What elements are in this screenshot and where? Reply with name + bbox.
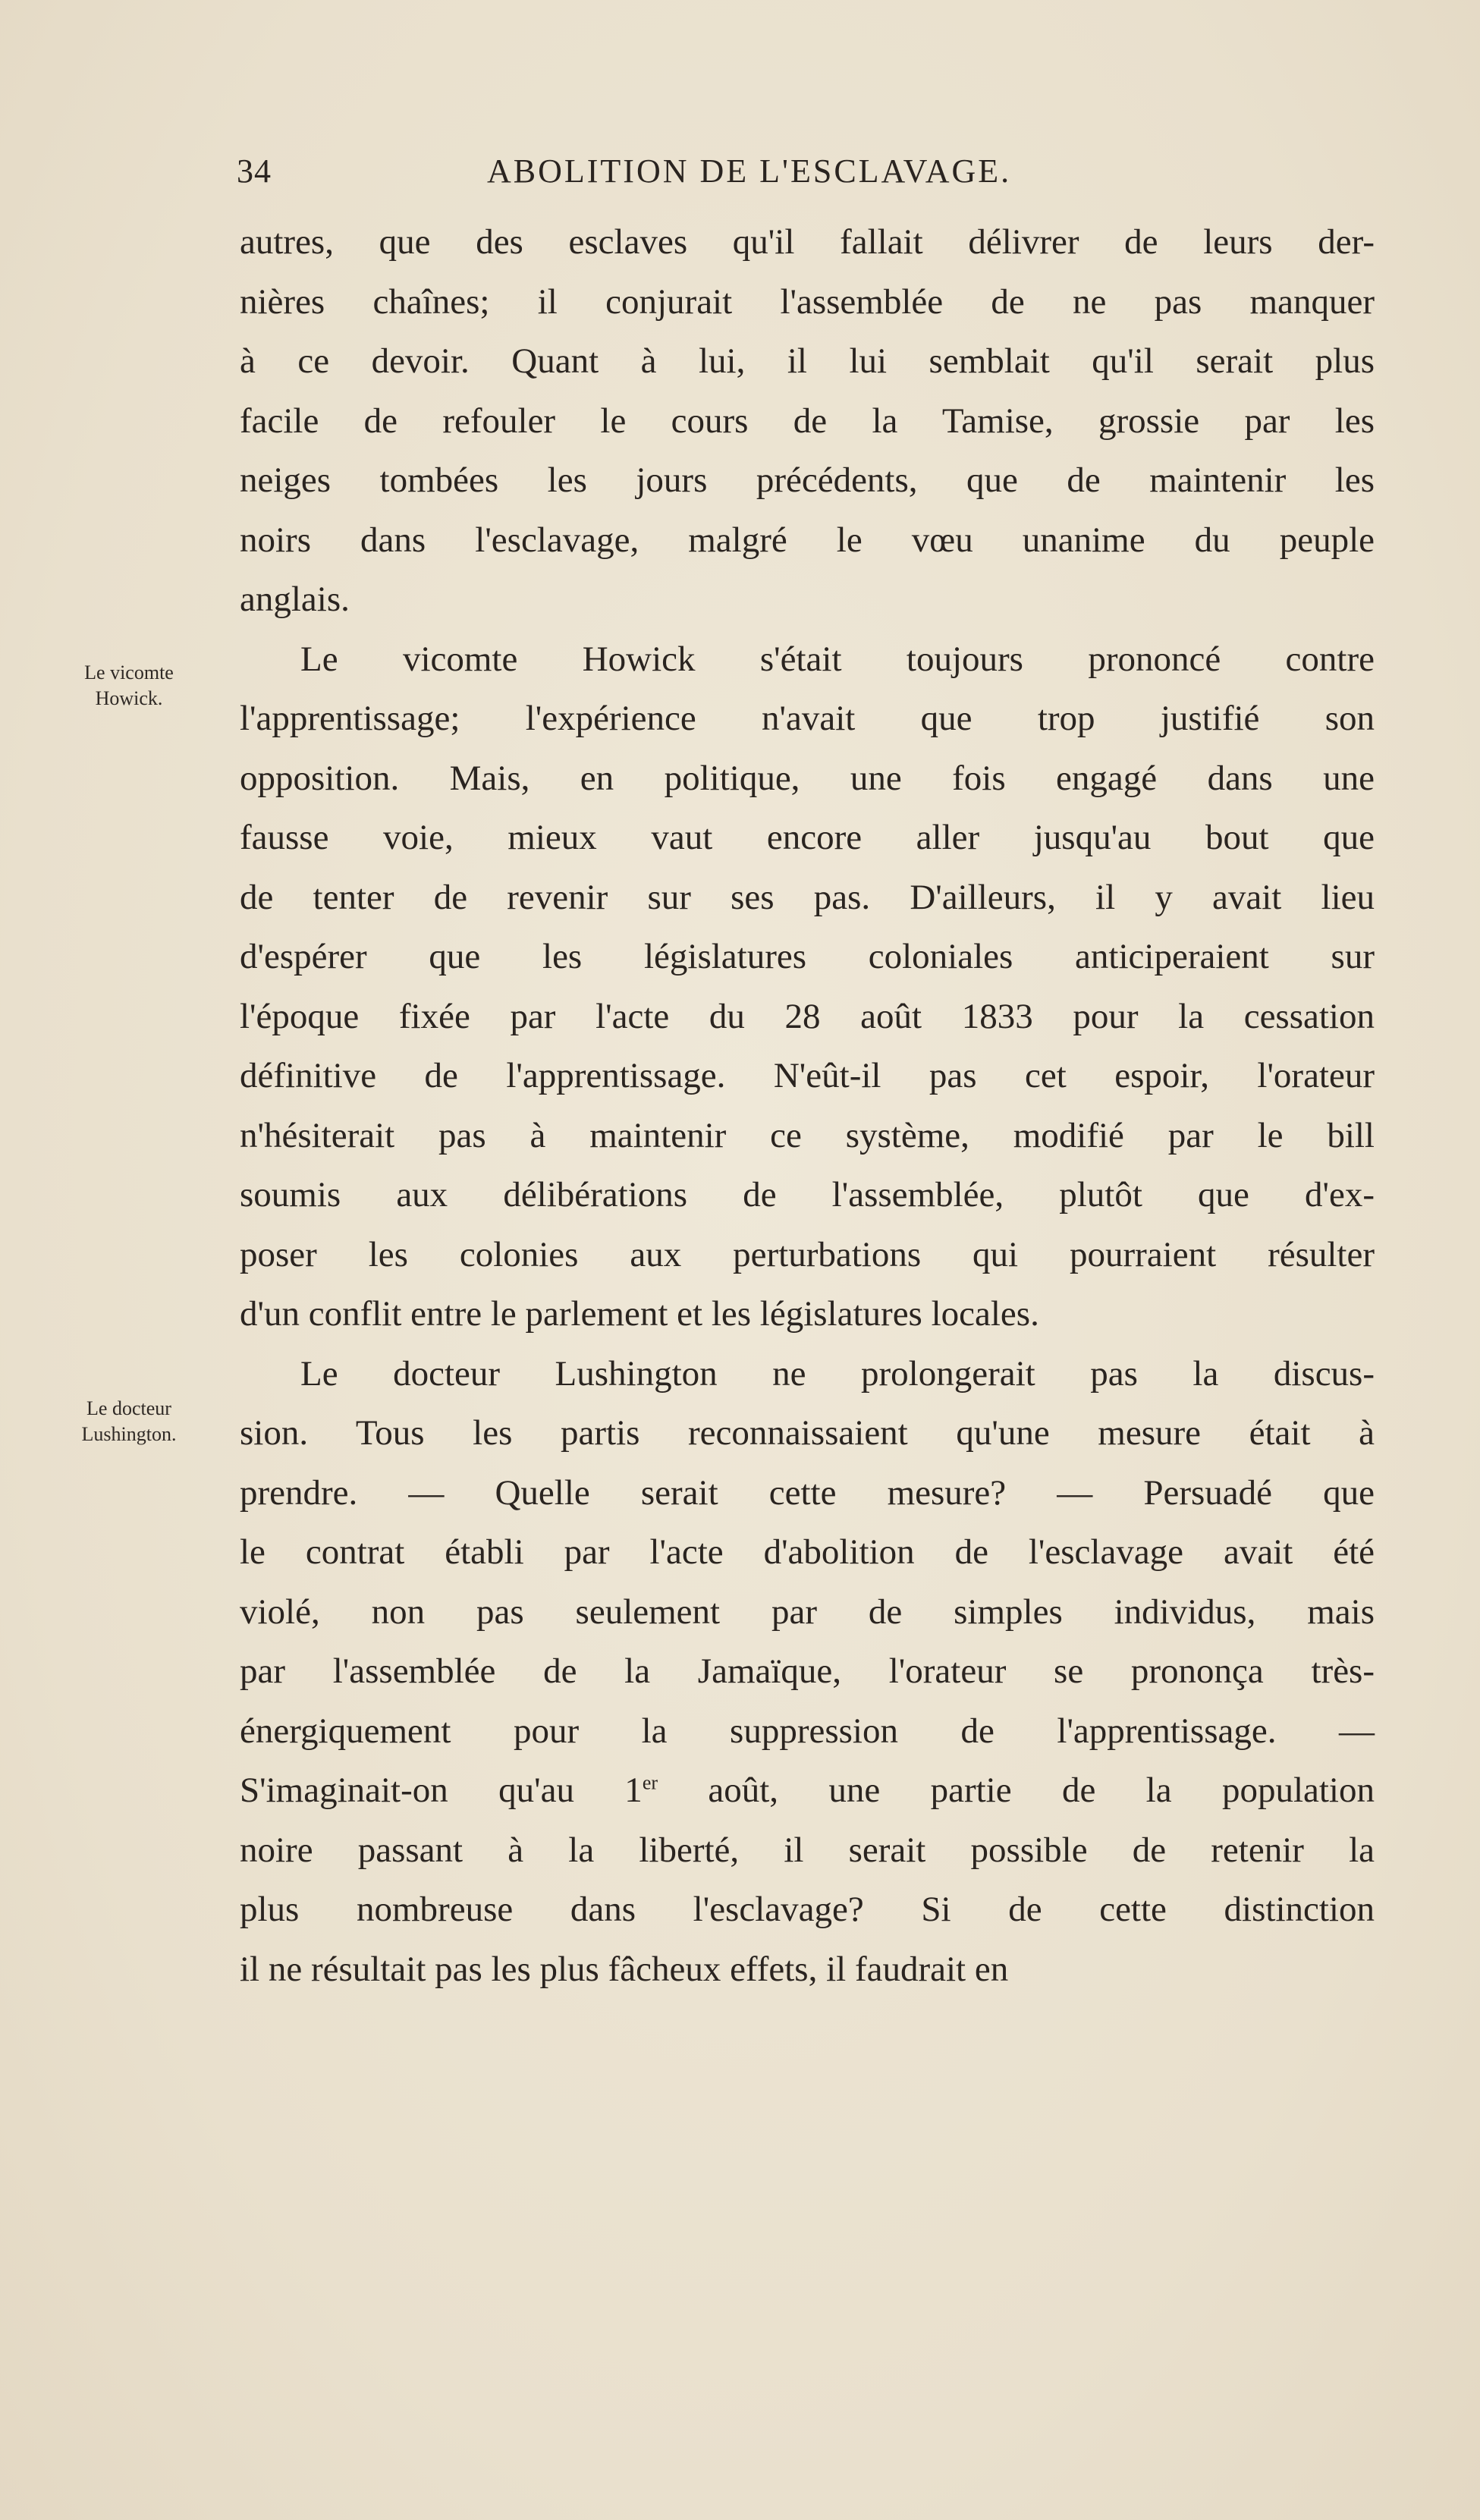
text-line: prendre. — Quelle serait cette mesure? — Persuadé que: [240, 1472, 1375, 1513]
text-line: n'hésiterait pas à maintenir ce système, modifié par le bill: [240, 1115, 1375, 1155]
text-line: à ce devoir. Quant à lui, il lui semblait qu'il serait plus: [240, 341, 1375, 381]
paragraph-start-howick: Le vicomte Howick s'était toujours prononcé contre: [300, 639, 1375, 679]
text-line: définitive de l'apprentissage. N'eût-il pas cet espoir, l'orateur: [240, 1056, 1375, 1095]
text-line: d'un conflit entre le parlement et les législatures locales.: [240, 1294, 1039, 1334]
text-line: plus nombreuse dans l'esclavage? Si de cette distinction: [240, 1890, 1375, 1929]
text-line: soumis aux délibérations de l'assemblée, plutôt que d'ex-: [240, 1175, 1375, 1214]
text-line: énergiquement pour la suppression de l'apprentissage. —: [240, 1711, 1375, 1751]
text-line: de tenter de revenir sur ses pas. D'ailleurs, il y avait lieu: [240, 877, 1375, 917]
margin-note-lushington: [53, 1396, 205, 1447]
text-line: nières chaînes; il conjurait l'assemblée de ne pas manquer: [240, 281, 1375, 322]
body-text: [240, 212, 1375, 1999]
margin-note-line: Le docteur: [86, 1397, 171, 1419]
text-line: noire passant à la liberté, il serait possible de retenir la: [240, 1830, 1375, 1870]
text-line: l'époque fixée par l'acte du 28 août 1833 pour la cessation: [240, 996, 1375, 1036]
text-line: il ne résultait pas les plus fâcheux effets, il faudrait en: [240, 1949, 1009, 1989]
text-line: facile de refouler le cours de la Tamise, grossie par les: [240, 401, 1375, 441]
text-line: anglais.: [240, 580, 350, 619]
text-line: le contrat établi par l'acte d'abolition de l'esclavage avait été: [240, 1532, 1375, 1572]
text-line-with-ordinal: [240, 1761, 1375, 1821]
text-line: par l'assemblée de la Jamaïque, l'orateur se prononça très-: [240, 1651, 1375, 1691]
paragraph-start-lushington: Le docteur Lushington ne prolongerait pas la discus-: [300, 1353, 1375, 1394]
text-line: sion. Tous les partis reconnaissaient qu'une mesure était à: [240, 1413, 1375, 1453]
page-header: [237, 152, 1375, 205]
text-line: opposition. Mais, en politique, une fois engagé dans une: [240, 758, 1375, 798]
text-line: noirs dans l'esclavage, malgré le vœu unanime du peuple: [240, 520, 1375, 560]
running-title: ABOLITION DE L'ESCLAVAGE.: [487, 152, 1012, 190]
text-segment: S'imaginait-on qu'au 1: [240, 1771, 643, 1810]
text-line: poser les colonies aux perturbations qui pourraient résulter: [240, 1234, 1375, 1274]
text-line: fausse voie, mieux vaut encore aller jusqu'au bout que: [240, 818, 1375, 857]
margin-note-line: Howick.: [95, 687, 163, 709]
text-line: d'espérer que les législatures coloniales anticiperaient sur: [240, 937, 1375, 976]
text-segment: août, une partie de la population: [658, 1771, 1375, 1810]
margin-note-line: Lushington.: [81, 1423, 177, 1445]
text-line: autres, que des esclaves qu'il fallait délivrer de leurs der-: [240, 222, 1375, 262]
margin-note-line: Le vicomte: [84, 661, 174, 683]
text-line: violé, non pas seulement par de simples individus, mais: [240, 1591, 1375, 1632]
page-number: 34: [237, 152, 272, 190]
ordinal-superscript: er: [642, 1771, 658, 1794]
text-line: neiges tombées les jours précédents, que de maintenir les: [240, 460, 1375, 500]
margin-note-howick: [53, 660, 205, 712]
text-line: l'apprentissage; l'expérience n'avait que trop justifié son: [240, 699, 1375, 738]
